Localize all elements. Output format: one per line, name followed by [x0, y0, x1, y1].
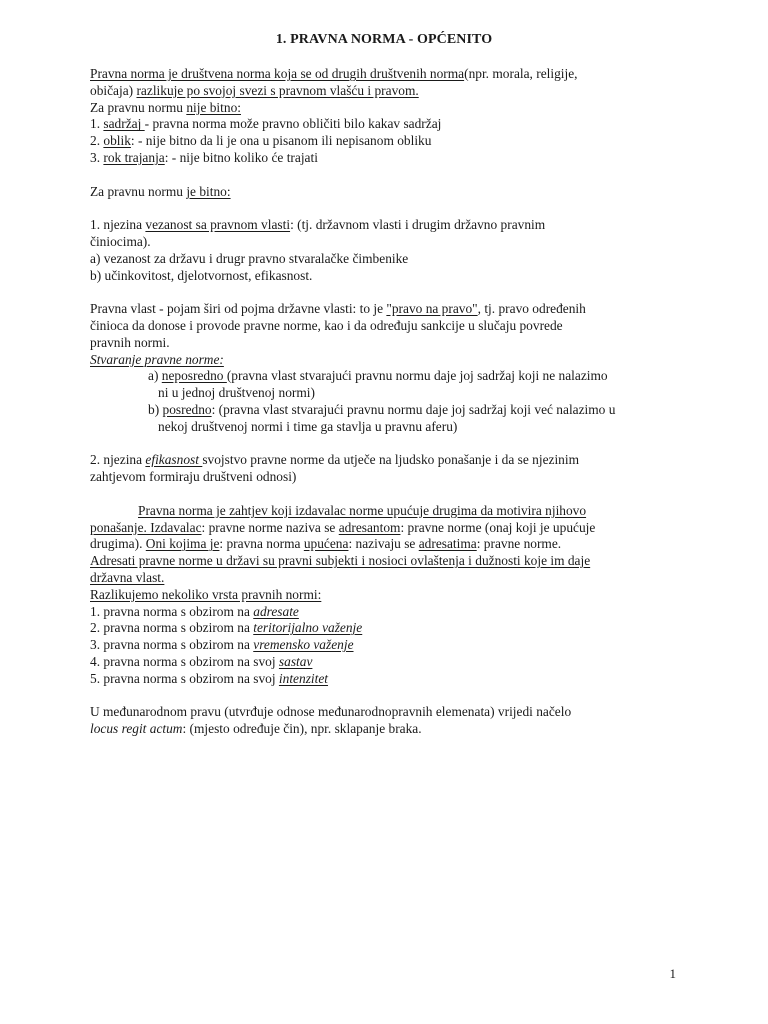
text-segment: Za pravnu normu: [90, 99, 187, 115]
text-segment: adresatima: [418, 536, 477, 552]
text-segment: Oni kojima je: [145, 536, 220, 552]
text-segment: činiocima).: [90, 233, 151, 249]
text-line: [90, 368, 680, 385]
text-line: [90, 704, 680, 721]
text-segment: Pravna norma je društvena norma koja se od drugih društvenih norma: [90, 66, 465, 81]
text-segment: 2.: [90, 133, 104, 149]
text-segment: činioca da donose i provode pravne norme, kao i da određuju sankcije u slučaju povrede: [90, 317, 563, 333]
text-segment: državna vlast.: [90, 569, 165, 585]
text-segment: Pravna vlast - pojam širi od pojma državne vlasti: to je: [90, 301, 387, 317]
paragraph-gap: [90, 200, 680, 217]
text-segment: : pravne norme naziva se: [201, 519, 339, 535]
text-line: [90, 318, 680, 335]
text-line: [90, 469, 680, 486]
text-line: [90, 654, 680, 671]
text-segment: intenzitet: [278, 670, 329, 686]
text-line: [90, 83, 680, 100]
text-line: [90, 234, 680, 251]
text-line: [90, 352, 680, 369]
text-segment: ni u jednoj društvenoj normi): [158, 385, 315, 401]
paragraph-gap: [90, 436, 680, 453]
text-line: [90, 604, 680, 621]
text-segment: 1. pravna norma s obzirom na: [90, 603, 254, 619]
text-segment: 3. pravna norma s obzirom na: [90, 637, 254, 653]
text-segment: Razlikujemo nekoliko vrsta pravnih normi:: [90, 586, 322, 602]
text-segment: : pravne norme.: [476, 536, 562, 552]
text-line: [90, 217, 680, 234]
text-segment: svojstvo pravne norme da utječe na ljudsko ponašanje i da se njezinim: [202, 452, 580, 468]
text-line: [90, 251, 680, 268]
text-line: [90, 671, 680, 688]
text-segment: 1.: [90, 116, 104, 132]
text-segment: : (mjesto određuje čin), npr. sklapanje braka.: [182, 721, 422, 737]
text-segment: 5. pravna norma s obzirom na svoj: [90, 670, 279, 686]
text-segment: sadržaj: [103, 116, 145, 132]
text-segment: a): [148, 368, 162, 384]
text-segment: vremensko važenje: [253, 637, 354, 653]
text-line: [90, 536, 680, 553]
text-line: [90, 268, 680, 285]
text-line: [90, 150, 680, 167]
text-segment: teritorijalno važenje: [253, 620, 363, 636]
text-line: [90, 301, 680, 318]
text-segment: : - nije bitno da li je ona u pisanom ili nepisanom obliku: [130, 133, 432, 149]
text-line: [90, 587, 680, 604]
text-segment: efikasnost: [145, 452, 203, 468]
text-segment: razlikuje po svojoj svezi s pravnom vlašću i pravom.: [136, 82, 419, 98]
document-title: 1. PRAVNA NORMA - OPĆENITO: [275, 32, 493, 47]
text-segment: pravnih normi.: [90, 334, 170, 350]
text-line: [90, 66, 680, 83]
text-line: [90, 721, 680, 738]
text-segment: Stvaranje pravne norme:: [90, 351, 224, 367]
text-line: [90, 553, 680, 570]
text-segment: rok trajanja: [103, 149, 165, 165]
text-segment: : pravne norme (onaj koji je upućuje: [400, 519, 596, 535]
text-line: [90, 184, 680, 201]
text-segment: : - nije bitno koliko će trajati: [164, 149, 318, 165]
text-segment: vezanost sa pravnom vlasti: [145, 217, 291, 233]
text-segment: (npr. morala, religije,: [464, 66, 578, 81]
text-segment: "pravo na pravo": [386, 301, 478, 317]
paragraph-gap: [90, 284, 680, 301]
text-segment: - pravna norma može pravno obličiti bilo kakav sadržaj: [144, 116, 442, 132]
text-line: [90, 100, 680, 117]
text-line: [90, 385, 680, 402]
text-segment: 3.: [90, 149, 104, 165]
paragraph-gap: [90, 486, 680, 503]
text-line: [90, 520, 680, 537]
text-line: [90, 570, 680, 587]
text-segment: 2. njezina: [90, 452, 146, 468]
text-segment: Pravna norma je zahtjev koji izdavalac norme upućuje drugima da motivira njihovo: [138, 502, 587, 518]
text-line: [90, 402, 680, 419]
text-segment: sastav: [278, 653, 313, 669]
page-number: 1: [669, 966, 676, 981]
text-segment: oblik: [103, 133, 131, 149]
text-line: [90, 452, 680, 469]
text-segment: locus regit actum: [90, 721, 183, 737]
text-segment: nije bitno:: [186, 99, 241, 115]
text-segment: adresantom: [338, 519, 401, 535]
text-line: [90, 620, 680, 637]
text-segment: adresate: [253, 603, 299, 619]
text-line: [90, 637, 680, 654]
text-segment: 4. pravna norma s obzirom na svoj: [90, 653, 279, 669]
text-line: [90, 116, 680, 133]
document-body: [90, 66, 680, 738]
text-line: [90, 133, 680, 150]
text-segment: 2. pravna norma s obzirom na: [90, 620, 254, 636]
text-segment: U međunarodnom pravu (utvrđuje odnose međunarodnopravnih elemenata) vrijedi načelo: [90, 704, 572, 720]
text-segment: nekoj društvenoj normi i time ga stavlja u pravnu aferu): [158, 418, 458, 434]
text-segment: običaja): [90, 82, 137, 98]
text-line: [90, 503, 680, 520]
text-segment: neposredno: [161, 368, 227, 384]
text-segment: : (tj. državnom vlasti i drugim državno pravnim: [290, 217, 546, 233]
text-segment: posredno: [162, 401, 212, 417]
paragraph-gap: [90, 687, 680, 704]
text-segment: Za pravnu normu: [90, 183, 187, 199]
text-line: [90, 419, 680, 436]
text-segment: ponašanje. Izdavalac: [90, 519, 202, 535]
text-segment: (pravna vlast stvarajući pravnu normu daje joj sadržaj koji ne nalazimo: [226, 368, 608, 384]
text-segment: b): [148, 401, 163, 417]
text-segment: b) učinkovitost, djelotvornost, efikasnost.: [90, 267, 313, 283]
text-line: [90, 335, 680, 352]
text-segment: zahtjevom formiraju društveni odnosi): [90, 469, 297, 485]
text-segment: 1. njezina: [90, 217, 146, 233]
text-segment: je bitno:: [186, 183, 231, 199]
text-segment: : pravna norma: [219, 536, 304, 552]
paragraph-gap: [90, 167, 680, 184]
text-segment: , tj. pravo određenih: [477, 301, 586, 317]
text-segment: drugima).: [90, 536, 146, 552]
text-segment: a) vezanost za državu i drugr pravno stvaralačke čimbenike: [90, 250, 409, 266]
text-segment: : nazivaju se: [348, 536, 419, 552]
text-segment: Adresati pravne norme u državi su pravni subjekti i nosioci ovlaštenja i dužnosti koje im daje: [90, 553, 591, 569]
text-segment: upućena: [303, 536, 349, 552]
text-segment: : (pravna vlast stvarajući pravnu normu daje joj sadržaj koji već nalazimo u: [211, 401, 616, 417]
